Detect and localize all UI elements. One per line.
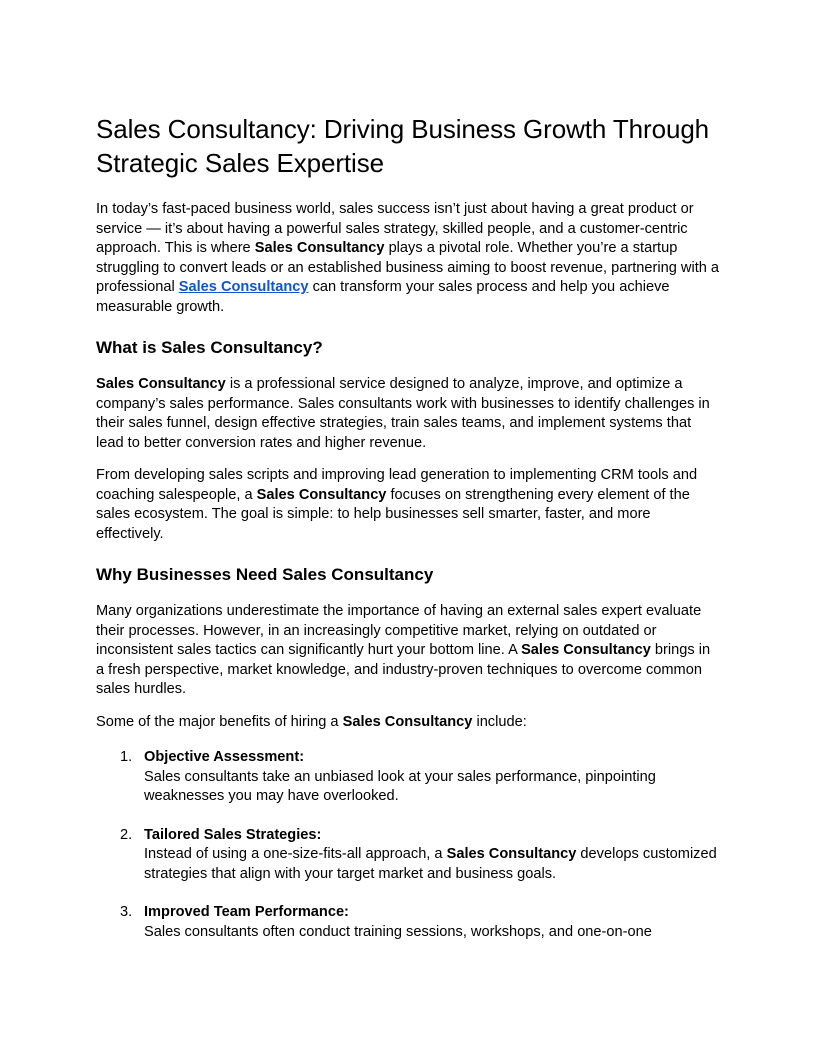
section2-p1-bold: Sales Consultancy	[521, 642, 651, 658]
intro-bold-1: Sales Consultancy	[254, 240, 385, 256]
section1-p2-text-2: focuses on strengthening every element of the sales ecosystem. The goal is simple: to help businesses sell smarter, faster, and more effectively.	[96, 486, 690, 542]
list-item-body-text-1: Instead of using a one-size-fits-all approach, a	[144, 846, 447, 862]
section1-heading: What is Sales Consultancy?	[96, 338, 323, 357]
sales-consultancy-link[interactable]: Sales Consultancy	[178, 279, 309, 295]
section1-paragraph-1	[96, 375, 720, 453]
section1-p2-text-1: From developing sales scripts and improving lead generation to implementing CRM tools and coaching salespeople, a	[96, 467, 698, 503]
section1-paragraph-2	[96, 466, 720, 544]
list-item-number: 1.	[120, 749, 133, 765]
list-item-number: 3.	[120, 904, 133, 920]
list-item-title: Objective Assessment:	[144, 749, 305, 765]
benefits-list	[96, 748, 720, 942]
section2-heading: Why Businesses Need Sales Consultancy	[96, 565, 434, 584]
list-item-title: Improved Team Performance:	[144, 904, 349, 920]
list-item-body-bold: Sales Consultancy	[446, 846, 577, 862]
list-item-body	[144, 845, 720, 884]
section1-p1-text: is a professional service designed to analyze, improve, and optimize a company’s sales performance. Sales consultants work with businesses to identify challenges in their sales funnel, design effective strategies, train sales teams, and implement systems that lead to better conversion rates and higher revenue.	[96, 376, 710, 451]
list-item-number: 2.	[120, 826, 133, 843]
intro-text-3: can transform your sales process and help you achieve measurable growth.	[96, 279, 670, 315]
section2-p1-text-2: brings in a fresh perspective, market knowledge, and industry-proven techniques to overcome common sales hurdles.	[96, 642, 711, 697]
list-item-body: Sales consultants take an unbiased look at your sales performance, pinpointing weaknesses you may have overlooked.	[144, 768, 656, 804]
list-item-body-text-2: develops customized strategies that align with your target market and business goals.	[144, 846, 717, 882]
list-item	[96, 748, 720, 807]
intro-paragraph	[96, 200, 720, 317]
list-item	[96, 903, 720, 942]
section2-paragraph-2	[96, 713, 720, 733]
list-item-body: Sales consultants often conduct training sessions, workshops, and one-on-one	[144, 923, 652, 940]
section2-p2-text-2: include:	[472, 713, 527, 730]
section1-p1-bold: Sales Consultancy	[96, 376, 226, 392]
section1-p2-bold: Sales Consultancy	[256, 486, 387, 503]
intro-text-2: plays a pivotal role. Whether you’re a startup struggling to convert leads or an established business aiming to boost revenue, partnering with a professional	[96, 240, 720, 295]
document-title: Sales Consultancy: Driving Business Growth Through Strategic Sales Expertise	[96, 114, 710, 178]
document-page	[96, 112, 720, 961]
intro-text-1: In today’s fast-paced business world, sales success isn’t just about having a great product or service — it’s about having a powerful sales strategy, skilled people, and a customer-centric approach. This is where	[96, 201, 694, 256]
list-item-title: Tailored Sales Strategies:	[144, 826, 322, 843]
list-item	[96, 826, 720, 885]
section2-p2-text-1: Some of the major benefits of hiring a	[96, 713, 343, 730]
section2-p1-text-1: Many organizations underestimate the importance of having an external sales expert evaluate their processes. However, in an increasingly competitive market, relying on outdated or inconsistent sales tactics can significantly hurt your bottom line. A	[96, 603, 702, 658]
section2-p2-bold: Sales Consultancy	[342, 713, 473, 730]
section2-paragraph-1	[96, 602, 720, 700]
